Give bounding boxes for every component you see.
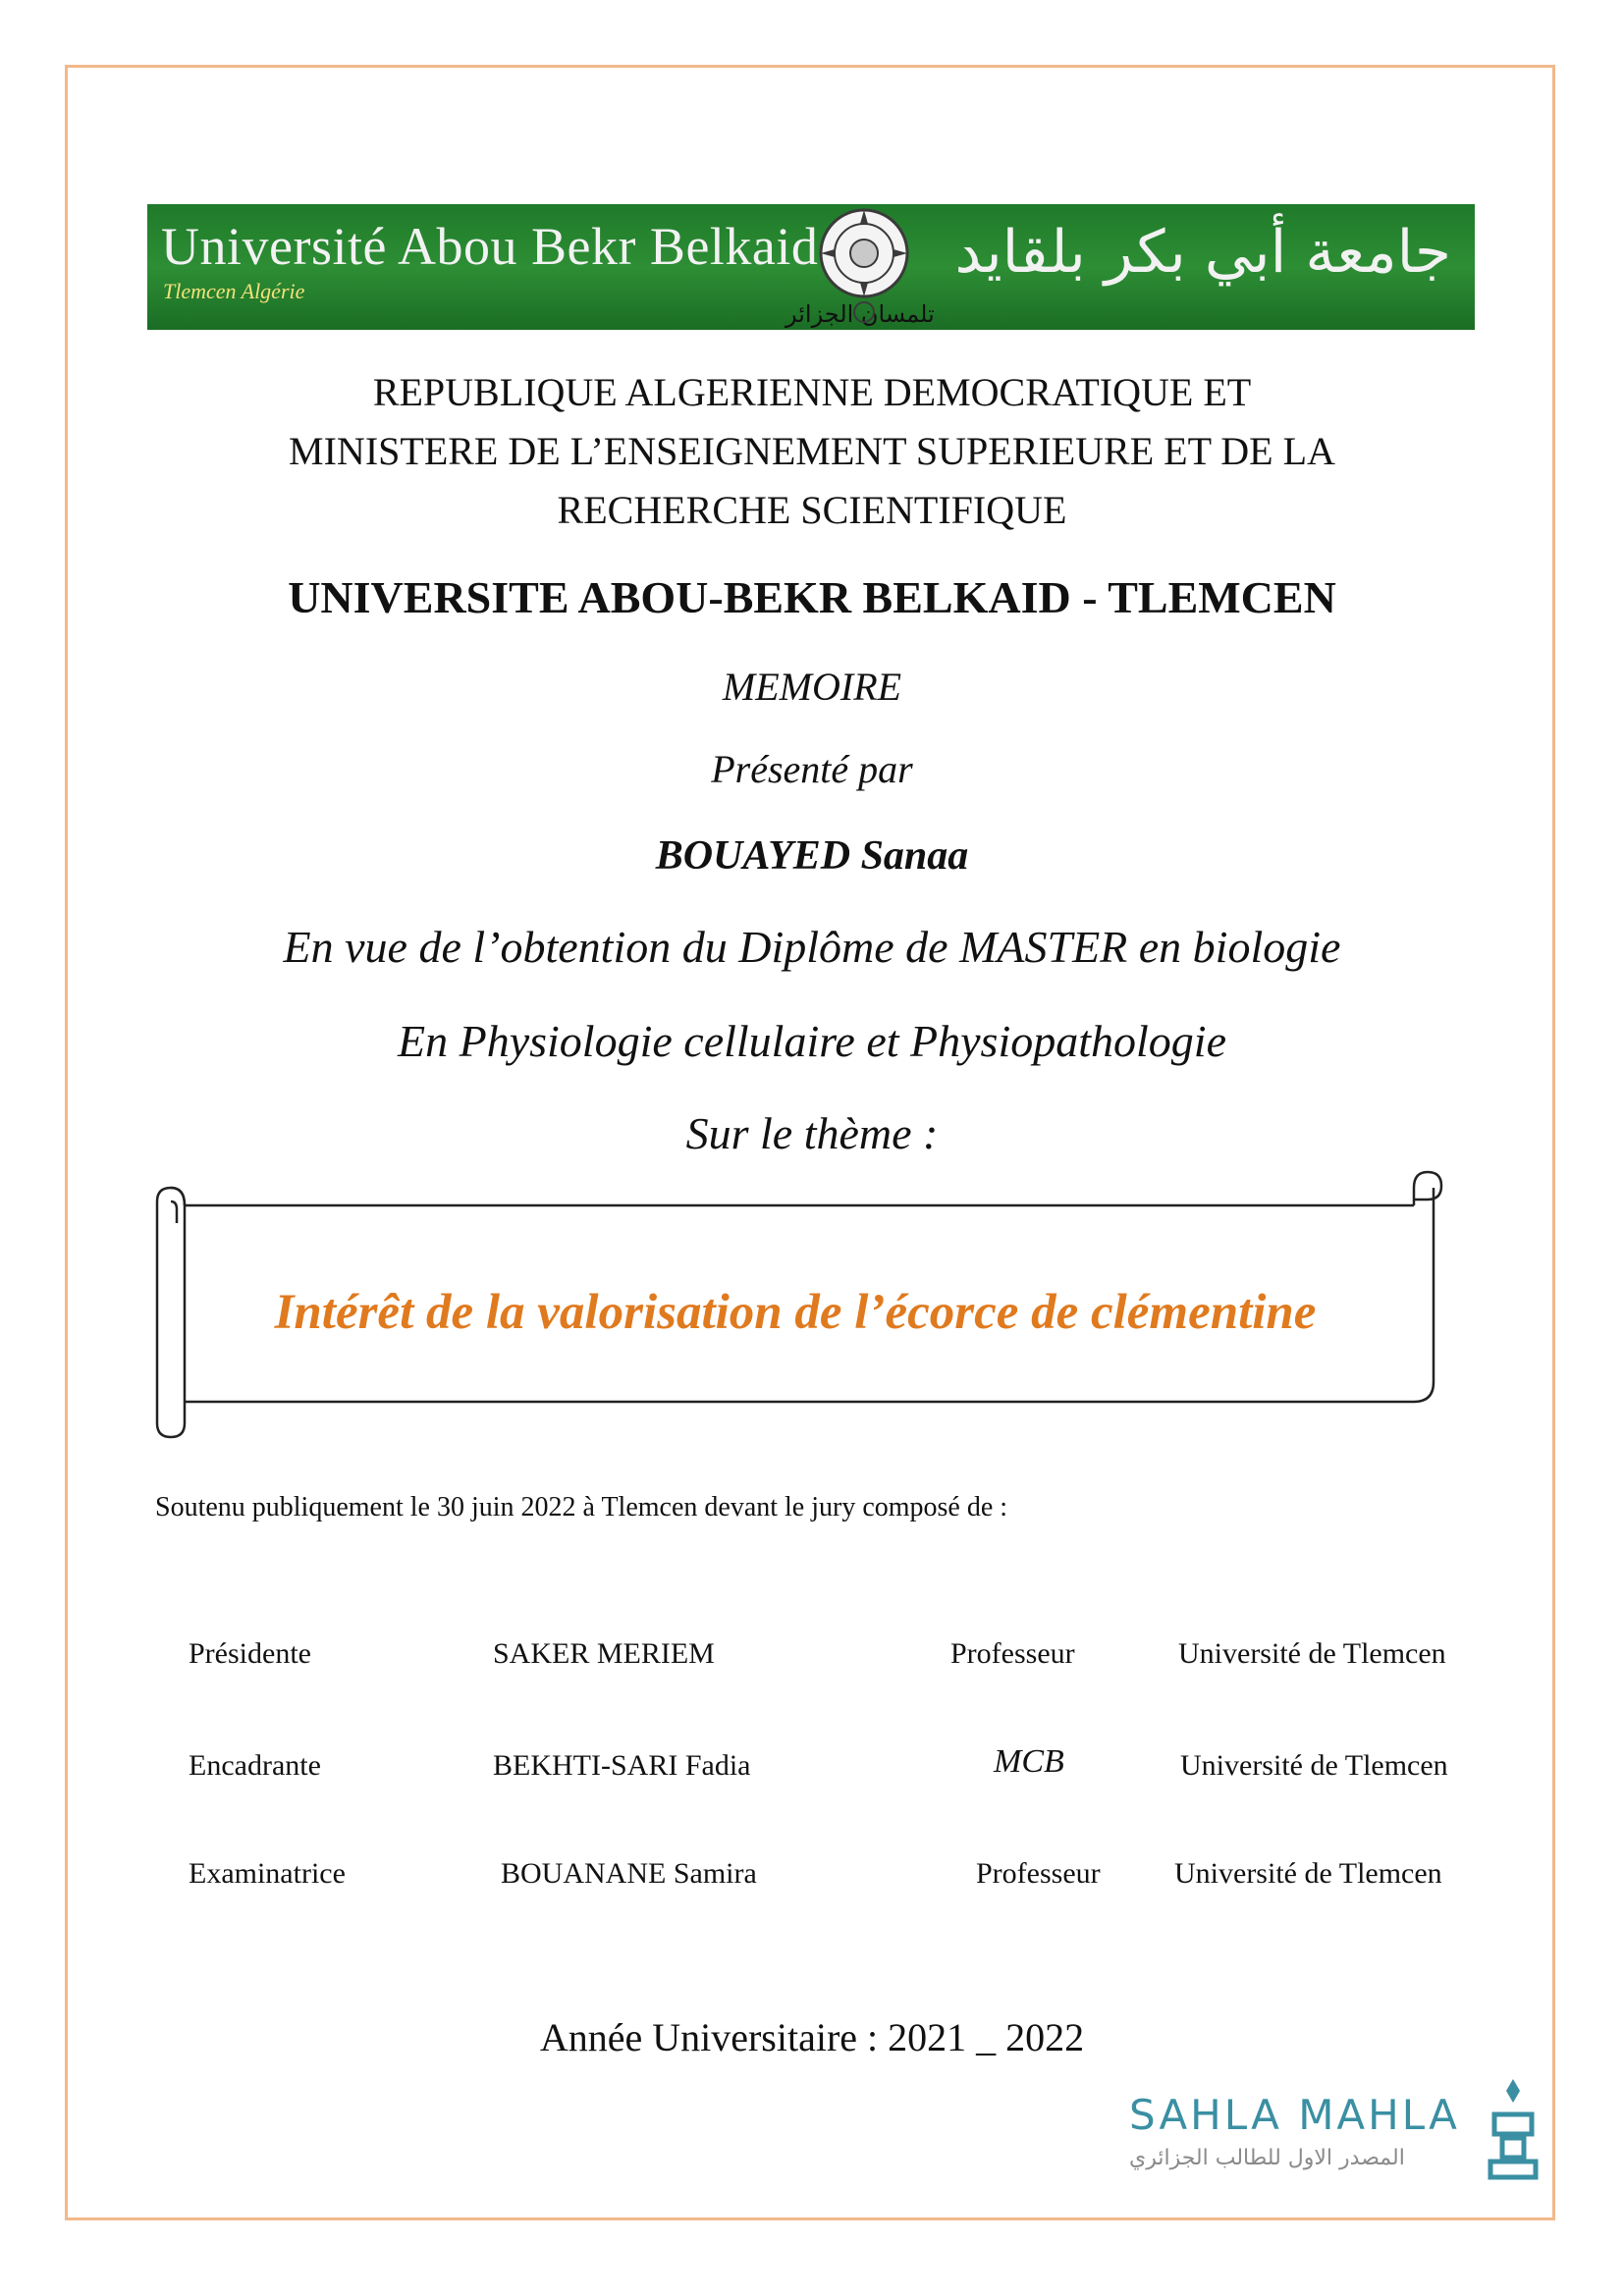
jury-grade-2: MCB bbox=[994, 1743, 1064, 1780]
jury-institution-1: Université de Tlemcen bbox=[1178, 1637, 1446, 1670]
diploma-line: En vue de l’obtention du Diplôme de MASTER en biologie bbox=[283, 922, 1341, 972]
jury-institution-2: Université de Tlemcen bbox=[1180, 1749, 1448, 1782]
header-line-1: REPUBLIQUE ALGERIENNE DEMOCRATIQUE ET bbox=[372, 370, 1252, 414]
jury-institution-3: Université de Tlemcen bbox=[1174, 1857, 1442, 1890]
specialty-line: En Physiologie cellulaire et Physiopathologie bbox=[398, 1016, 1226, 1066]
thesis-theme-title: Intérêt de la valorisation de l’écorce de clémentine bbox=[274, 1285, 1317, 1340]
jury-grade-1: Professeur bbox=[950, 1637, 1075, 1670]
watermark-logo-icon bbox=[1485, 2075, 1542, 2183]
document-type: MEMOIRE bbox=[722, 665, 902, 709]
university-name: UNIVERSITE ABOU-BEKR BELKAID - TLEMCEN bbox=[288, 572, 1336, 622]
jury-name-2: BEKHTI-SARI Fadia bbox=[493, 1749, 751, 1782]
jury-name-3: BOUANANE Samira bbox=[501, 1857, 757, 1890]
header-line-3: RECHERCHE SCIENTIFIQUE bbox=[557, 488, 1067, 532]
jury-role-2: Encadrante bbox=[189, 1749, 321, 1782]
jury-role-1: Présidente bbox=[189, 1637, 311, 1670]
banner-location: Tlemcen Algérie bbox=[163, 279, 305, 303]
sahla-mahla-watermark bbox=[1129, 2091, 1542, 2209]
theme-label: Sur le thème : bbox=[685, 1108, 939, 1158]
academic-year: Année Universitaire : 2021 _ 2022 bbox=[539, 2015, 1085, 2059]
author-name: BOUAYED Sanaa bbox=[655, 833, 969, 879]
defense-statement: Soutenu publiquement le 30 juin 2022 à Tlemcen devant le jury composé de : bbox=[155, 1492, 1008, 1522]
presented-by: Présenté par bbox=[711, 747, 913, 791]
jury-name-1: SAKER MERIEM bbox=[493, 1637, 715, 1670]
banner-arabic-location: تلمسان الجزائر bbox=[785, 300, 935, 328]
jury-grade-3: Professeur bbox=[976, 1857, 1101, 1890]
header-line-2: MINISTERE DE L’ENSEIGNEMENT SUPERIEURE ET DE LA bbox=[289, 429, 1335, 473]
watermark-title: SAHLA MAHLA bbox=[1129, 2091, 1460, 2139]
watermark-subtitle: المصدر الاول للطالب الجزائري bbox=[1129, 2146, 1405, 2170]
university-emblem-icon bbox=[815, 196, 913, 334]
jury-role-3: Examinatrice bbox=[189, 1857, 346, 1890]
banner-latin-name: Université Abou Bekr Belkaid bbox=[161, 217, 819, 276]
banner-arabic-name: جامعة أبي بكر بلقايد bbox=[954, 218, 1451, 287]
